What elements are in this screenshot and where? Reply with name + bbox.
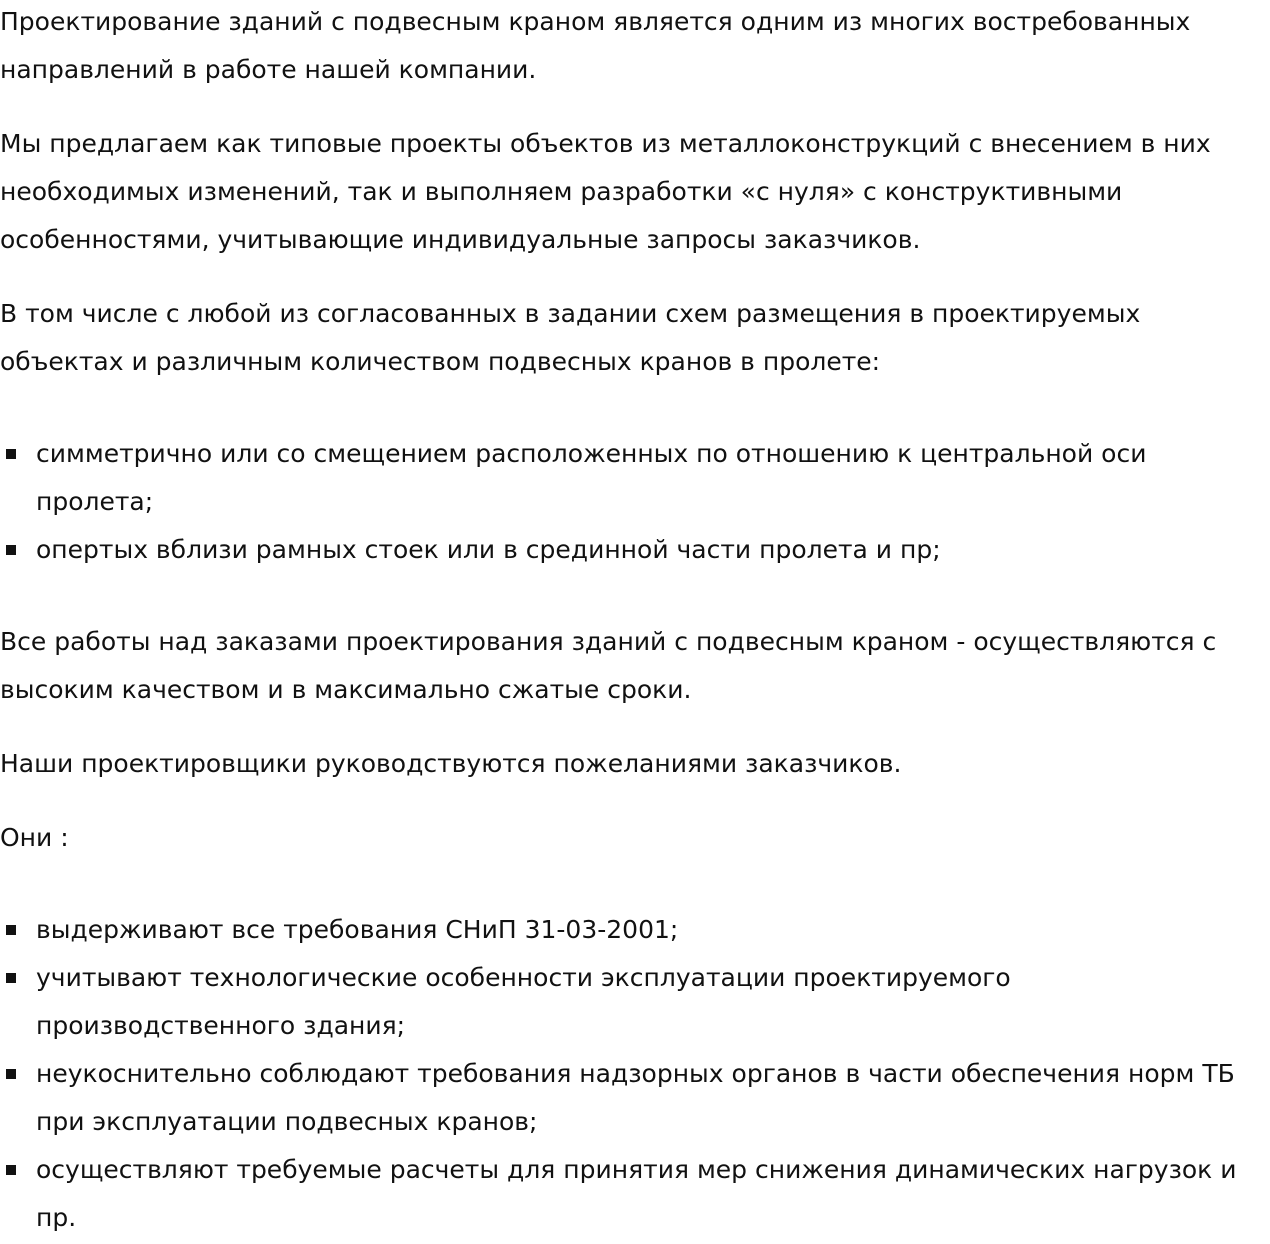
list-item-text: опертых вблизи рамных стоек или в срединной части пролета и пр; xyxy=(36,535,941,564)
list-item xyxy=(0,430,1270,526)
list-item-text: осуществляют требуемые расчеты для принятия мер снижения динамических нагрузок и пр. xyxy=(36,1155,1237,1232)
placement-paragraph: В том числе с любой из согласованных в задании схем размещения в проектируемых объектах и различным количеством подвесных кранов в пролете: xyxy=(0,299,1141,376)
they-paragraph: Они : xyxy=(0,823,69,852)
square-bullet-icon xyxy=(6,1069,16,1079)
square-bullet-icon xyxy=(6,545,16,555)
list-item-text: учитывают технологические особенности эксплуатации проектируемого производственного здания; xyxy=(36,963,1011,1040)
list-item xyxy=(0,1050,1270,1146)
list-item-text: неукоснительно соблюдают требования надзорных органов в части обеспечения норм ТБ при эксплуатации подвесных кранов; xyxy=(36,1059,1235,1136)
square-bullet-icon xyxy=(6,1165,16,1175)
list-item xyxy=(0,906,1270,954)
list-item xyxy=(0,526,1270,574)
list-item-text: выдерживают все требования СНиП 31-03-2001; xyxy=(36,915,679,944)
square-bullet-icon xyxy=(6,449,16,459)
quality-paragraph: Все работы над заказами проектирования зданий с подвесным краном - осуществляются с высоким качеством и в максимально сжатые сроки. xyxy=(0,627,1217,704)
list-item xyxy=(0,1146,1270,1242)
designers-paragraph: Наши проектировщики руководствуются пожеланиями заказчиков. xyxy=(0,749,902,778)
offer-paragraph: Мы предлагаем как типовые проекты объектов из металлоконструкций с внесением в них необходимых изменений, так и выполняем разработки «с нуля» с конструктивными особенностями, учитывающие индивидуальные запросы заказчиков. xyxy=(0,129,1211,254)
square-bullet-icon xyxy=(6,973,16,983)
square-bullet-icon xyxy=(6,925,16,935)
list-item xyxy=(0,954,1270,1050)
list-item-text: симметрично или со смещением расположенных по отношению к центральной оси пролета; xyxy=(36,439,1147,516)
placement-list xyxy=(0,430,1270,574)
intro-paragraph: Проектирование зданий с подвесным краном является одним из многих востребованных направлений в работе нашей компании. xyxy=(0,7,1191,84)
requirements-list xyxy=(0,906,1270,1242)
